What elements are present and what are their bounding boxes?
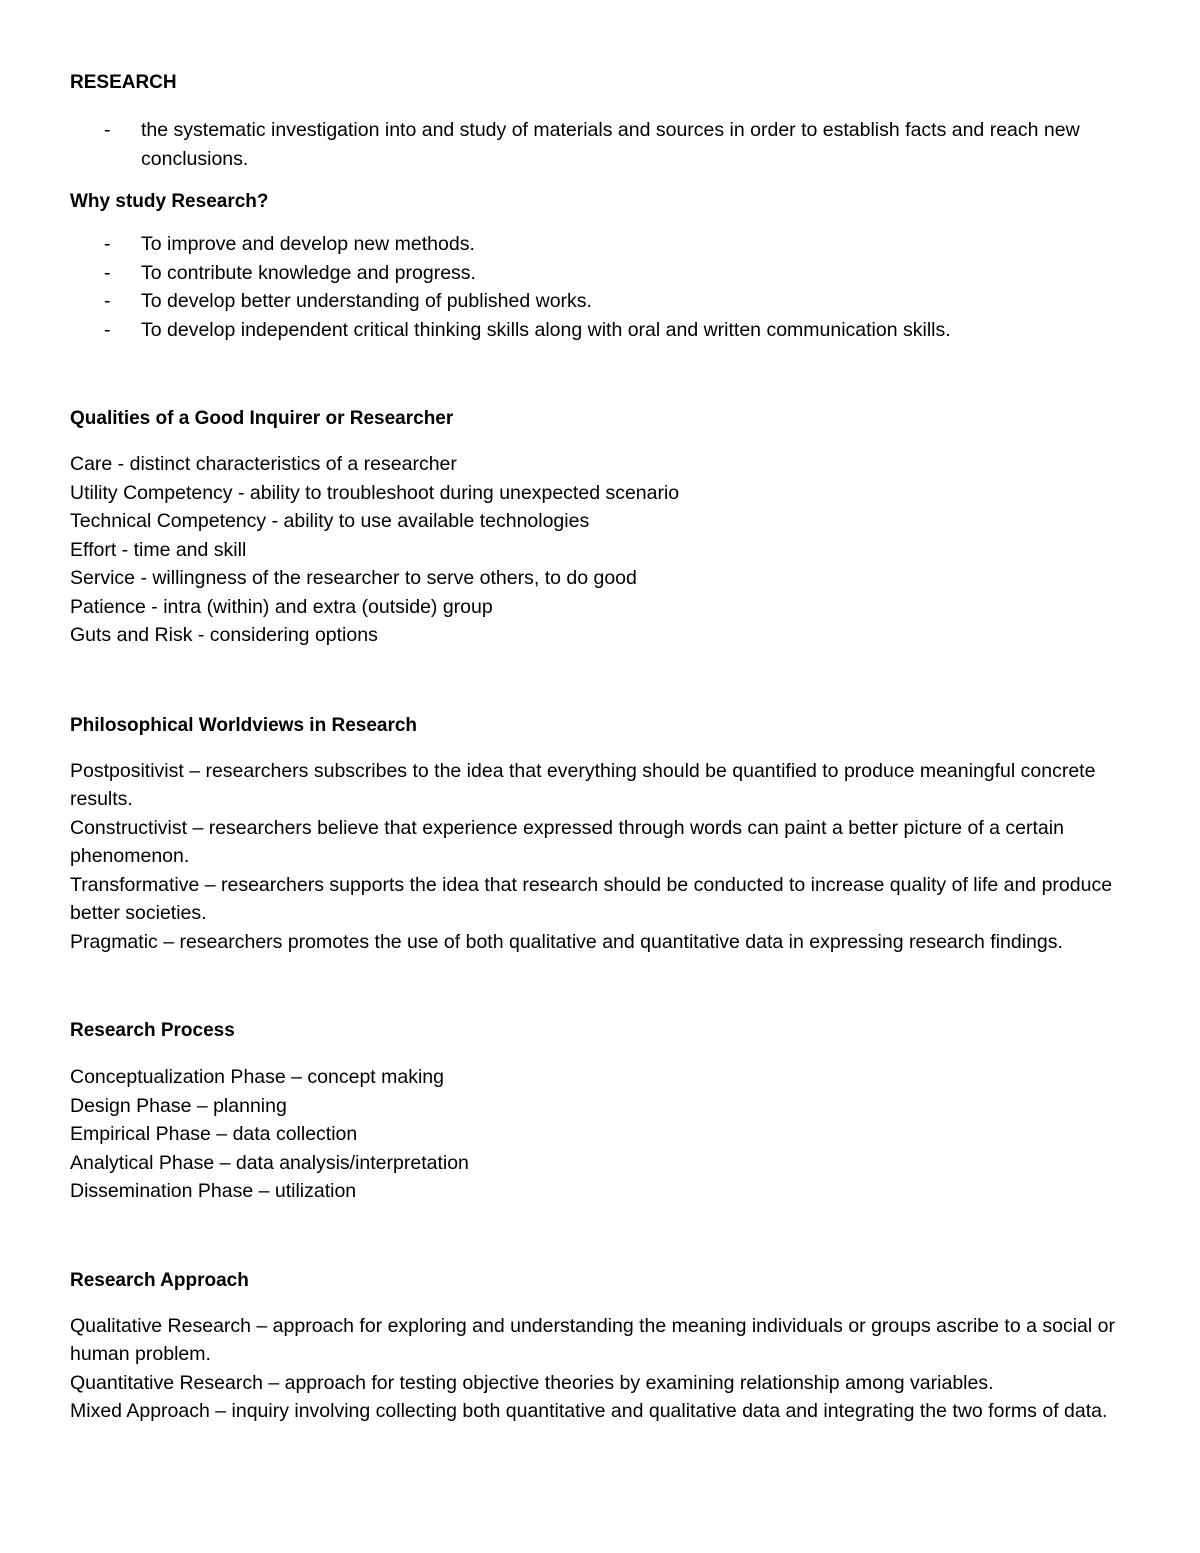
list-item: Empirical Phase – data collection (70, 1123, 358, 1145)
list-item-text: To develop independent critical thinking skills along with oral and written communication skills. (141, 318, 951, 341)
list-item: Conceptualization Phase – concept making (70, 1066, 444, 1088)
approach-heading: Research Approach (70, 1269, 249, 1291)
qualities-list (70, 450, 1130, 650)
dash-bullet: - (104, 290, 111, 312)
list-item: Quantitative Research – approach for testing objective theories by examining relationship among variables. (70, 1371, 994, 1394)
list-item: Transformative – researchers supports the idea that research should be conducted to increase quality of life and produce better societies. (70, 873, 1113, 924)
list-item: Utility Competency - ability to troubleshoot during unexpected scenario (70, 481, 680, 504)
dash-bullet: - (104, 119, 111, 141)
document-body (70, 70, 1130, 1426)
list-item: Analytical Phase – data analysis/interpretation (70, 1151, 469, 1174)
process-heading: Research Process (70, 1020, 235, 1041)
qualities-heading: Qualities of a Good Inquirer or Researcher (70, 408, 454, 429)
approach-list (70, 1312, 1130, 1426)
list-item: Service - willingness of the researcher to serve others, to do good (70, 567, 637, 589)
list-item-text: To contribute knowledge and progress. (141, 261, 476, 284)
research-definition-list (70, 116, 1130, 173)
list-item: Mixed Approach – inquiry involving collecting both quantitative and qualitative data and integrating the two forms of data. (70, 1400, 1108, 1422)
dash-bullet: - (104, 318, 111, 341)
list-item: Pragmatic – researchers promotes the use of both qualitative and quantitative data in expressing research findings. (70, 930, 1063, 953)
research-heading: RESEARCH (70, 72, 177, 93)
why-study-list (70, 230, 1130, 344)
worldviews-heading: Philosophical Worldviews in Research (70, 714, 418, 736)
process-list (70, 1063, 1130, 1206)
list-item-text: To improve and develop new methods. (141, 233, 475, 255)
list-item (70, 316, 1130, 345)
list-item: Qualitative Research – approach for exploring and understanding the meaning individuals or groups ascribe to a social or human problem. (70, 1314, 1115, 1365)
list-item: Design Phase – planning (70, 1094, 287, 1117)
list-item: Patience - intra (within) and extra (outside) group (70, 595, 493, 618)
list-item: Care - distinct characteristics of a researcher (70, 453, 457, 475)
list-item: Dissemination Phase – utilization (70, 1180, 357, 1202)
list-item-text: To develop better understanding of published works. (141, 290, 592, 312)
list-item: Constructivist – researchers believe that experience expressed through words can paint a better picture of a certain phenomenon. (70, 816, 1064, 867)
research-definition (70, 116, 1130, 173)
list-item: Postpositivist – researchers subscribes to the idea that everything should be quantified to produce meaningful concrete results. (70, 759, 1096, 810)
research-definition-text: the systematic investigation into and study of materials and sources in order to establish facts and reach new conclusions. (141, 119, 1080, 170)
list-item (70, 287, 1130, 316)
list-item: Technical Competency - ability to use available technologies (70, 510, 590, 532)
list-item (70, 230, 1130, 259)
why-study-heading: Why study Research? (70, 191, 269, 212)
list-item (70, 259, 1130, 288)
list-item: Guts and Risk - considering options (70, 624, 378, 646)
dash-bullet: - (104, 233, 111, 255)
list-item: Effort - time and skill (70, 538, 247, 561)
dash-bullet: - (104, 261, 111, 284)
worldviews-list (70, 757, 1130, 957)
